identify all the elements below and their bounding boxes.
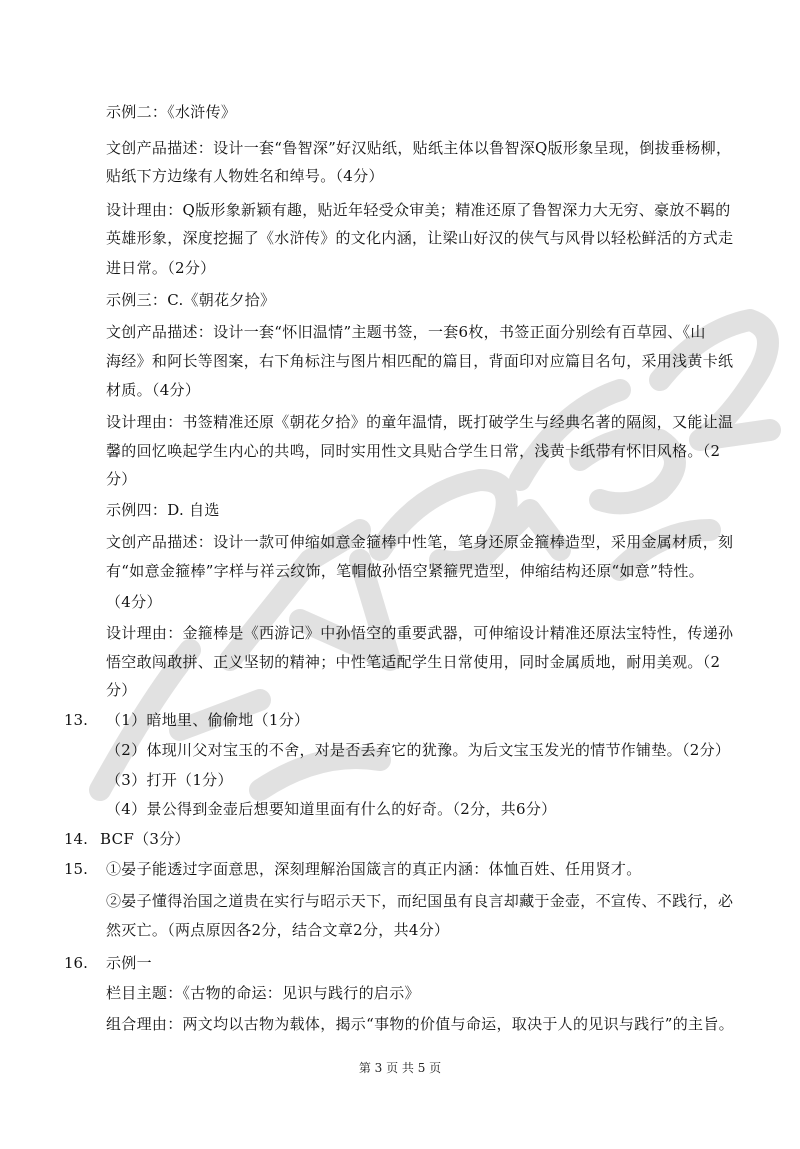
text-line: 贴纸下方边缘有人物姓名和绰号。（4分） bbox=[106, 167, 384, 185]
text-line: （4）景公得到金壶后想要知道里面有什么的好奇。（2分，共6分） bbox=[106, 800, 557, 818]
text-line: （1）暗地里、偷偷地（1分） bbox=[106, 711, 310, 729]
text-line: 组合理由：两文均以古物为载体，揭示“事物的价值与命运，取决于人的见识与践行”的主旨。 bbox=[106, 1015, 734, 1033]
question-number: 14. bbox=[64, 830, 88, 848]
text-line: 悟空敢闯敢拼、正义坚韧的精神；中性笔适配学生日常使用，同时金属质地，耐用美观。（2 bbox=[106, 653, 721, 671]
text-line: 文创产品描述：设计一套“鲁智深”好汉贴纸，贴纸主体以鲁智深Q版形象呈现，倒拔垂杨柳， bbox=[106, 139, 732, 157]
page-footer: 第 3 页 共 5 页 bbox=[358, 1061, 442, 1075]
text-line: （3）打开（1分） bbox=[106, 771, 233, 789]
question-number: 16. bbox=[64, 954, 88, 972]
text-line: （2）体现川父对宝玉的不舍，对是否丢弃它的犹豫。为后文宝玉发光的情节作铺垫。（2分） bbox=[106, 741, 731, 759]
text-line: 馨的回忆唤起学生内心的共鸣，同时实用性文具贴合学生日常，浅黄卡纸带有怀旧风格。（2 bbox=[106, 442, 721, 460]
text-line: （4分） bbox=[106, 593, 162, 611]
text-line: 英雄形象，深度挖掘了《水浒传》的文化内涵，让梁山好汉的侠气与风骨以轻松鲜活的方式走 bbox=[106, 229, 734, 247]
text-line: 设计理由：Q版形象新颖有趣，贴近年轻受众审美；精准还原了鲁智深力大无穷、豪放不羁的 bbox=[106, 201, 731, 219]
text-line: 材质。（4分） bbox=[106, 381, 201, 399]
text-line: 示例一 bbox=[106, 954, 152, 972]
text-line: 然灭亡。（两点原因各2分，结合文章2分，共4分） bbox=[106, 921, 450, 939]
text-line: 栏目主题：《古物的命运：见识与践行的启示》 bbox=[106, 984, 420, 1002]
question-number: 13. bbox=[64, 711, 88, 729]
text-line: 示例四：D. 自选 bbox=[106, 501, 220, 519]
text-line: 文创产品描述：设计一款可伸缩如意金箍棒中性笔，笔身还原金箍棒造型，采用金属材质，刻 bbox=[106, 533, 734, 551]
text-line: 设计理由：书签精准还原《朝花夕拾》的童年温情，既打破学生与经典名著的隔阂，又能让温 bbox=[106, 413, 734, 431]
text-line: 示例三：C.《朝花夕拾》 bbox=[106, 291, 276, 309]
text-line: 进日常。（2分） bbox=[106, 259, 216, 277]
text-line: 有“如意金箍棒”字样与祥云纹饰，笔帽做孙悟空紧箍咒造型，伸缩结构还原“如意”特性。 bbox=[106, 562, 704, 580]
text-line: 示例二：《水浒传》 bbox=[106, 103, 237, 121]
question-number: 15. bbox=[64, 860, 88, 878]
text-line: 文创产品描述：设计一套“怀旧温情”主题书签，一套6枚，书签正面分别绘有百草园、《山 bbox=[106, 323, 706, 341]
text-line: 设计理由：金箍棒是《西游记》中孙悟空的重要武器，可伸缩设计精准还原法宝特性，传递孙 bbox=[106, 624, 734, 642]
text-line: 海经》和阿长等图案，右下角标注与图片相匹配的篇目，背面印对应篇目名句，采用浅黄卡纸 bbox=[106, 352, 734, 370]
text-line: 分） bbox=[106, 470, 137, 488]
text-line: ①晏子能透过字面意思，深刻理解治国箴言的真正内涵：体恤百姓、任用贤才。 bbox=[106, 860, 642, 878]
text-line: BCF（3分） bbox=[100, 830, 190, 848]
text-line: ②晏子懂得治国之道贵在实行与昭示天下，而纪国虽有良言却藏于金壶，不宣传、不践行，必 bbox=[106, 892, 734, 910]
text-line: 分） bbox=[106, 681, 137, 699]
